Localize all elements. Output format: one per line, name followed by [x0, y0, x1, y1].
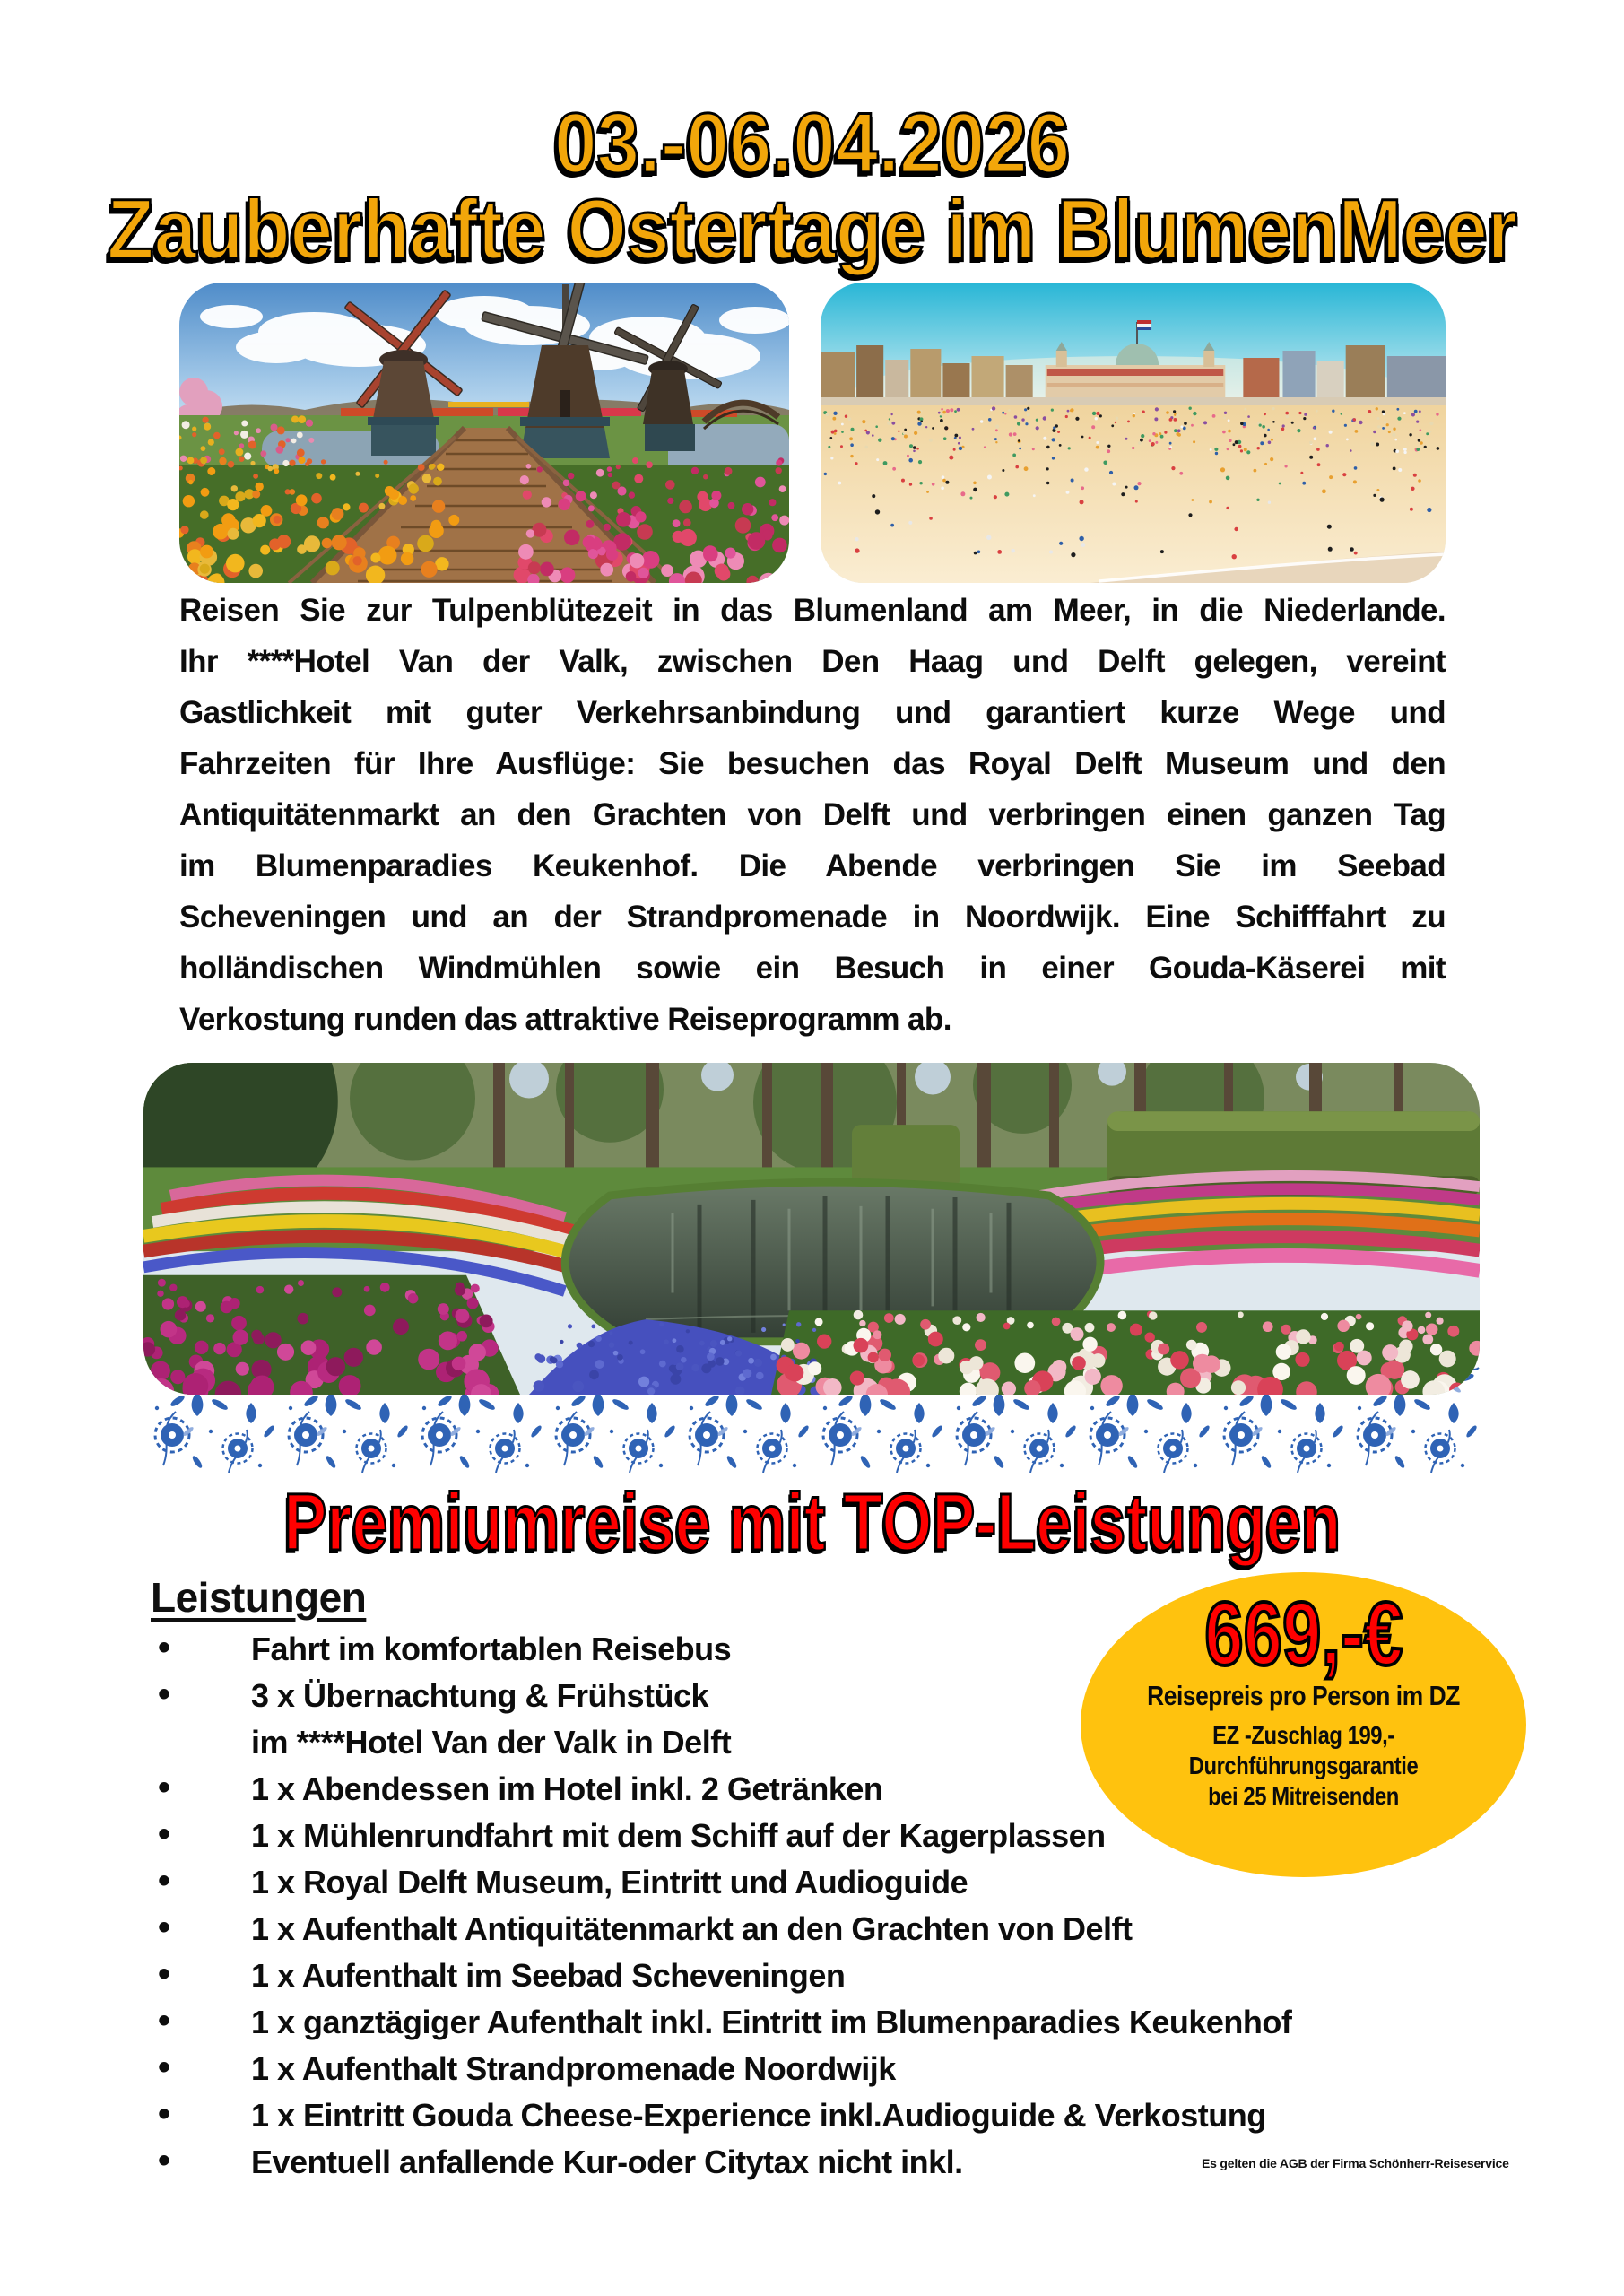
service-item-text: 3 x Übernachtung & Frühstück — [251, 1677, 709, 1714]
service-item — [151, 1910, 1496, 1948]
bullet-marker: • — [158, 1814, 170, 1854]
intro-line: holländischen Windmühlen sowie ein Besuch in einer Gouda-Käserei mit — [179, 951, 1446, 986]
service-item-text: 1 x Aufenthalt Antiquitätenmarkt an den Grachten von Delft — [251, 1910, 1133, 1947]
keukenhof-photo — [143, 1063, 1480, 1395]
service-item-text: Eventuell anfallende Kur-oder Citytax nicht inkl. — [251, 2144, 963, 2180]
bullet-marker: • — [158, 2001, 170, 2040]
service-item-text: 1 x ganztägiger Aufenthalt inkl. Eintritt im Blumenparadies Keukenhof — [251, 2004, 1292, 2040]
service-item-text: im ****Hotel Van der Valk in Delft — [251, 1724, 732, 1761]
service-item-text: 1 x Abendessen im Hotel inkl. 2 Getränken — [251, 1770, 883, 1807]
intro-line: Verkostung runden das attraktive Reiseprogramm ab. — [179, 1002, 951, 1037]
service-item-text: Fahrt im komfortablen Reisebus — [251, 1631, 732, 1667]
service-item-text: 1 x Mühlenrundfahrt mit dem Schiff auf der Kagerplassen — [251, 1817, 1106, 1854]
bullet-marker: • — [158, 2094, 170, 2134]
bullet-marker: • — [158, 2141, 170, 2180]
bullet-marker: • — [158, 1908, 170, 1947]
intro-line: Reisen Sie zur Tulpenblütezeit in das Blumenland am Meer, in die Niederlande. — [179, 593, 1446, 628]
service-item-text: 1 x Eintritt Gouda Cheese-Experience inkl.Audioguide & Verkostung — [251, 2097, 1266, 2134]
service-item — [151, 2141, 1496, 2181]
intro-line: Scheveningen und an der Strandpromenade in Noordwijk. Eine Schifffahrt zu — [179, 900, 1446, 935]
agb-note: Es gelten die AGB der Firma Schönherr-Reiseservice — [1202, 2156, 1509, 2170]
bullet-marker: • — [158, 1628, 170, 1667]
service-item-text: 1 x Aufenthalt Strandpromenade Noordwijk — [251, 2050, 896, 2087]
banner-title-text: Premiumreise mit TOP-Leistungen — [283, 1478, 1341, 1568]
service-item — [151, 1954, 1496, 1995]
service-item — [151, 2094, 1496, 2135]
bullet-marker: • — [158, 1954, 170, 1994]
price-note-ez: EZ -Zuschlag 199,- — [1212, 1721, 1394, 1749]
banner — [0, 1480, 1624, 1566]
keukenhof-scene — [143, 1063, 1480, 1395]
header — [0, 96, 1624, 277]
windmills-photo — [179, 283, 789, 583]
price-note-mitreisende: bei 25 Mitreisenden — [1208, 1782, 1399, 1810]
promenade — [821, 397, 1446, 405]
price-note-garantie: Durchführungsgarantie — [1188, 1752, 1419, 1779]
date-title-text: 03.-06.04.2026 — [553, 96, 1071, 191]
price-badge — [1081, 1572, 1526, 1877]
bullet-marker: • — [158, 1674, 170, 1714]
bullet-marker: • — [158, 1861, 170, 1900]
intro-line: Antiquitätenmarkt an den Grachten von Delft und verbringen einen ganzen Tag — [179, 797, 1446, 832]
service-item — [151, 2001, 1496, 2041]
date-title — [0, 96, 1624, 191]
beach-scene — [821, 283, 1446, 583]
dutch-flag — [1137, 320, 1151, 330]
beach-photo — [821, 283, 1446, 583]
intro-line: im Blumenparadies Keukenhof. Die Abende verbringen Sie im Seebad — [179, 848, 1446, 883]
service-item-text: 1 x Royal Delft Museum, Eintritt und Audioguide — [251, 1864, 968, 1900]
page-title — [0, 182, 1624, 277]
intro-line: Ihr ****Hotel Van der Valk, zwischen Den Haag und Delft gelegen, vereint — [179, 644, 1446, 679]
page-title-text: Zauberhafte Ostertage im BlumenMeer — [107, 182, 1517, 277]
intro-paragraph — [179, 585, 1446, 1045]
service-item-text: 1 x Aufenthalt im Seebad Scheveningen — [251, 1957, 846, 1994]
bullet-marker: • — [158, 1768, 170, 1807]
service-item — [151, 2050, 1496, 2088]
bullet-marker: • — [158, 2048, 170, 2087]
intro-line: Fahrzeiten für Ihre Ausflüge: Sie besuchen das Royal Delft Museum und den — [179, 746, 1446, 781]
services-heading: Leistungen — [151, 1574, 367, 1621]
price-note-dz: Reisepreis pro Person im DZ — [1147, 1680, 1460, 1711]
price-value-text: 669,-€ — [1203, 1584, 1403, 1684]
banner-title — [0, 1480, 1624, 1566]
windmills-scene — [179, 283, 789, 583]
price-value — [1081, 1584, 1526, 1684]
intro-line: Gastlichkeit mit guter Verkehrsanbindung und garantiert kurze Wege und — [179, 695, 1446, 730]
